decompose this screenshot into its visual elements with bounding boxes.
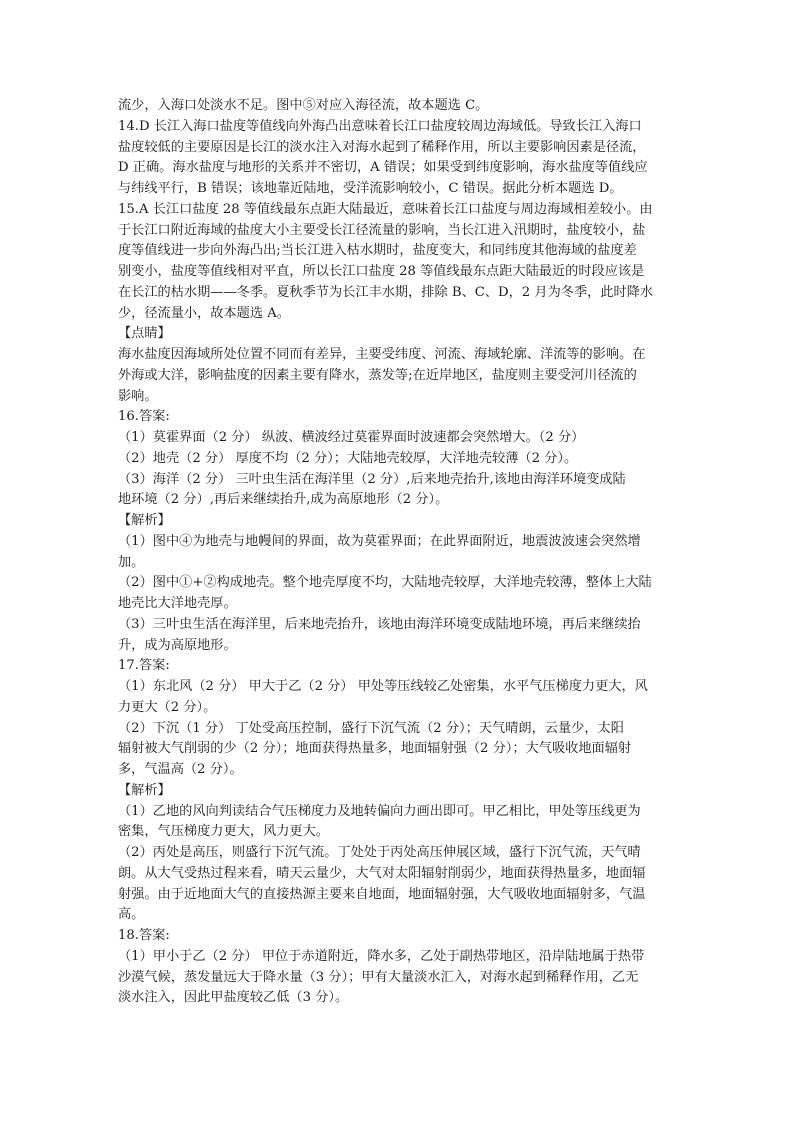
text-line: 与纬线平行，B 错误；该地靠近陆地，受洋流影响较小，C 错误。据此分析本题选 D。 bbox=[118, 181, 623, 196]
text-line: 度等值线进一步向外海凸出;当长江进入枯水期时，盐度变大，和同纬度其他海域的盐度差 bbox=[118, 243, 637, 259]
answer-14: 14.D 长江入海口盐度等值线向外海凸出意味着长江口盐度较周边海域低。导致长江入海口 bbox=[118, 118, 642, 134]
text-line: 地壳比大洋地壳厚。 bbox=[118, 596, 237, 611]
answer-18-heading: 18.答案: bbox=[118, 928, 170, 943]
text-line: 盐度较低的主要原因是长江的淡水注入对海水起到了稀释作用，所以主要影响因素是径流， bbox=[118, 139, 646, 155]
text-line: D 正确。海水盐度与地形的关系并不密切，A 错误；如果受到纬度影响，海水盐度等值线应 bbox=[118, 160, 648, 176]
text-line: （1）甲小于乙（2 分） 甲位于赤道附近，降水多，乙处于副热带地区，沿岸陆地属于热带 bbox=[118, 948, 645, 964]
text-line: （1）乙地的风向判读结合气压梯度力及地转偏向力画出即可。甲乙相比，甲处等压线更为 bbox=[118, 803, 641, 819]
text-line: 影响。 bbox=[118, 388, 158, 404]
answer-15: 15.A 长江口盐度 28 等值线最东点距大陆最近，意味着长江口盐度与周边海域相差较小。由 bbox=[118, 201, 653, 217]
text-line: 外海或大洋，影响盐度的因素主要有降水，蒸发等;在近岸地区，盐度则主要受河川径流的 bbox=[118, 367, 637, 383]
answer-17-heading: 17.答案: bbox=[118, 658, 170, 674]
text-line: （1）图中④为地壳与地幔间的界面，故为莫霍界面；在此界面附近，地震波波速会突然增 bbox=[118, 533, 641, 549]
text-line: （3）海洋（2 分） 三叶虫生活在海洋里（2 分）,后来地壳抬升,该地由海洋环境变成陆 bbox=[118, 471, 626, 487]
text-line: 地环境（2 分）,再后来继续抬升,成为高原地形（2 分）。 bbox=[118, 492, 449, 508]
text-line: 少，径流量小，故本题选 A。 bbox=[118, 305, 290, 321]
text-line: 淡水注入，因此甲盐度较乙低（3 分）。 bbox=[118, 990, 349, 1006]
text-line: 于长江口附近海域的盐度大小主要受长江径流量的影响，当长江进入汛期时，盐度较小，盐 bbox=[118, 222, 646, 238]
text-line: （2）图中①+②构成地壳。整个地壳厚度不均，大陆地壳较厚，大洋地壳较薄，整体上大陆 bbox=[118, 575, 652, 591]
text-line: 射强。由于近地面大气的直接热源主要来自地面，地面辐射强，大气吸收地面辐射多，气温 bbox=[118, 886, 646, 902]
text-line: 力更大（2 分）。 bbox=[118, 699, 217, 715]
text-line: 密集，气压梯度力更大，风力更大。 bbox=[118, 824, 329, 840]
text-line: 别变小，盐度等值线相对平直，所以长江口盐度 28 等值线最东点距大陆最近的时段应该是 bbox=[118, 264, 645, 279]
text-line: 沙漠气候，蒸发量远大于降水量（3 分）；甲有大量淡水汇入，对海水起到稀释作用，乙无 bbox=[118, 969, 639, 985]
text-line: 朗。从大气受热过程来看，晴天云量少，大气对太阳辐射削弱少，地面获得热量多，地面辐 bbox=[118, 865, 646, 881]
text-line: （1）莫霍界面（2 分） 纵波、横波经过莫霍界面时波速都会突然增大。（2 分） bbox=[118, 430, 585, 445]
text-line: （2）地壳（2 分） 厚度不均（2 分）；大陆地壳较厚，大洋地壳较薄（2 分）。 bbox=[118, 450, 578, 466]
text-line: （2）下沉（1 分） 丁处受高压控制，盛行下沉气流（2 分）；天气晴朗，云量少，太阳 bbox=[118, 720, 624, 736]
document-body bbox=[118, 96, 678, 1009]
text-line: 多，气温高（2 分）。 bbox=[118, 762, 243, 777]
answer-16-heading: 16.答案: bbox=[118, 409, 170, 425]
section-heading-dianjing: 【点睛】 bbox=[118, 326, 171, 342]
text-line: （1）东北风（2 分） 甲大于乙（2 分） 甲处等压线较乙处密集，水平气压梯度力更大，风 bbox=[118, 679, 648, 694]
text-line: 海水盐度因海域所处位置不同而有差异，主要受纬度、河流、海域轮廓、洋流等的影响。在 bbox=[118, 347, 646, 362]
text-line: （2）丙处是高压，则盛行下沉气流。丁处处于丙处高压伸展区域，盛行下沉气流，天气晴 bbox=[118, 845, 641, 860]
text-line: 辐射被大气削弱的少（2 分）；地面获得热量多，地面辐射强（2 分）；大气吸收地面辐射 bbox=[118, 741, 632, 757]
text-line: 加。 bbox=[118, 554, 145, 570]
section-heading-jiexi: 【解析】 bbox=[118, 513, 171, 528]
text-line: 升，成为高原地形。 bbox=[118, 637, 237, 653]
section-heading-jiexi: 【解析】 bbox=[118, 782, 171, 798]
text-line: 流少，入海口处淡水不足。图中⑤对应入海径流，故本题选 C。 bbox=[118, 98, 489, 113]
text-line: 高。 bbox=[118, 907, 145, 923]
text-line: （3）三叶虫生活在海洋里，后来地壳抬升，该地由海洋环境变成陆地环境，再后来继续抬 bbox=[118, 616, 641, 632]
text-line: 在长江的枯水期——冬季。夏秋季节为长江丰水期，排除 B、C、D，2 月为冬季，此时降水 bbox=[118, 284, 654, 300]
